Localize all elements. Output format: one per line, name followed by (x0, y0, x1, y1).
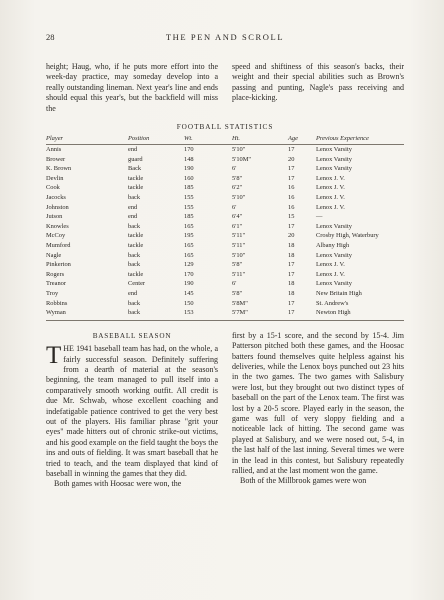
table-row (46, 241, 404, 251)
baseball-paragraph-4: Both of the Millbrook games were won (240, 476, 367, 486)
cell-weight: 150 (184, 299, 194, 307)
cell-height: 6'1" (232, 222, 243, 230)
cell-previous-experience: Lenox J. V. (316, 174, 345, 182)
cell-player: Johnston (46, 203, 69, 211)
cell-weight: 190 (184, 280, 194, 288)
column-header-position: Position (128, 135, 184, 145)
cell-weight: 153 (184, 309, 194, 317)
baseball-paragraph-1 (46, 344, 218, 479)
cell-position: Center (128, 280, 146, 288)
cell-height: 5'10M" (232, 155, 252, 163)
cell-weight: 155 (184, 203, 194, 211)
cell-height: 6' (232, 203, 237, 211)
cell-weight: 160 (184, 174, 194, 182)
cell-age: 17 (288, 261, 295, 269)
cell-height: 6'4" (232, 213, 243, 221)
cell-previous-experience: Lenox Varsity (316, 222, 352, 230)
cell-height: 5'11" (232, 241, 246, 249)
football-statistics-title: FOOTBALL STATISTICS (176, 123, 274, 132)
cell-player: Mumford (46, 241, 71, 249)
cell-age: 16 (288, 203, 295, 211)
table-row (46, 174, 404, 184)
cell-position: back (128, 261, 141, 269)
cell-age: 20 (288, 155, 295, 163)
cell-player: Robbins (46, 299, 68, 307)
table-row (46, 193, 404, 203)
cell-position: tackle (128, 241, 144, 249)
cell-previous-experience: Newton High (316, 309, 351, 317)
cell-age: 16 (288, 184, 295, 192)
cell-age: 18 (288, 241, 295, 249)
cell-weight: 155 (184, 194, 194, 201)
cell-age: 18 (288, 280, 295, 288)
column-header-height: Ht. (232, 135, 288, 145)
cell-position: end (128, 146, 138, 154)
cell-player: Pinkerton (46, 261, 71, 269)
cell-previous-experience: Crosby High, Waterbury (316, 232, 379, 240)
table-row (46, 212, 404, 222)
baseball-season-title: BASEBALL SEASON (92, 331, 172, 340)
cell-weight: 185 (184, 184, 194, 192)
cell-weight: 195 (184, 232, 194, 240)
cell-height: 6'2" (232, 184, 243, 192)
cell-previous-experience: Lenox J. V. (316, 184, 345, 192)
cell-position: end (128, 213, 138, 221)
football-statistics-table (46, 135, 404, 318)
table-row (46, 203, 404, 213)
cell-player: K. Brown (46, 165, 72, 173)
cell-position: back (128, 309, 141, 317)
cell-position: back (128, 251, 141, 259)
cell-position: guard (128, 155, 143, 163)
cell-age: 20 (288, 232, 295, 240)
table-row (46, 155, 404, 165)
cell-previous-experience: Lenox J. V. (316, 194, 345, 201)
intro-columns (46, 62, 404, 114)
table-row (46, 270, 404, 280)
cell-previous-experience: Lenox J. V. (316, 270, 345, 278)
cell-position: back (128, 194, 141, 201)
cell-position: tackle (128, 232, 144, 240)
cell-age: 17 (288, 174, 295, 182)
cell-height: 5'10" (232, 146, 246, 154)
table-row (46, 145, 404, 155)
cell-height: 6' (232, 165, 237, 173)
cell-age: 16 (288, 194, 295, 201)
cell-age: 17 (288, 222, 295, 230)
cell-age: 15 (288, 213, 295, 221)
cell-height: 5'11" (232, 232, 246, 240)
cell-previous-experience: Lenox Varsity (316, 146, 352, 154)
cell-player: Rogers (46, 270, 65, 278)
cell-player: Knowles (46, 222, 69, 230)
cell-weight: 145 (184, 289, 194, 297)
cell-player: Brower (46, 155, 66, 163)
table-row (46, 260, 404, 270)
page-header (46, 32, 404, 48)
cell-age: 17 (288, 309, 295, 317)
baseball-columns (46, 331, 404, 490)
cell-position: tackle (128, 270, 144, 278)
cell-previous-experience: Lenox Varsity (316, 165, 352, 173)
baseball-left-column (46, 331, 218, 490)
column-header-previous-experience: Previous Experience (316, 135, 404, 145)
table-bottom-rule (46, 320, 404, 321)
cell-player: Treanor (46, 280, 66, 288)
page-number: 28 (46, 32, 55, 42)
cell-position: back (128, 299, 141, 307)
cell-position: end (128, 289, 138, 297)
cell-previous-experience: Lenox Varsity (316, 155, 352, 163)
table-body (46, 145, 404, 318)
cell-age: 17 (288, 270, 295, 278)
table-row (46, 279, 404, 289)
cell-player: Nagle (46, 251, 62, 259)
cell-previous-experience: — (316, 213, 323, 221)
cell-position: tackle (128, 184, 144, 192)
cell-player: Wyman (46, 309, 66, 317)
cell-weight: 165 (184, 241, 194, 249)
table-header-row (46, 135, 404, 145)
cell-player: McCoy (46, 232, 66, 240)
column-header-player: Player (46, 135, 128, 145)
cell-player: Cook (46, 184, 60, 192)
table-row (46, 299, 404, 309)
cell-height: 5'7M" (232, 309, 248, 317)
cell-weight: 165 (184, 222, 194, 230)
cell-player: Annis (46, 146, 62, 154)
cell-weight: 185 (184, 213, 194, 221)
cell-height: 5'8" (232, 174, 243, 182)
column-header-weight: Wt. (184, 135, 232, 145)
drop-cap: T (46, 342, 62, 370)
cell-player: Devlin (46, 174, 64, 182)
cell-previous-experience: Lenox J. V. (316, 203, 345, 211)
cell-weight: 129 (184, 261, 194, 269)
cell-weight: 190 (184, 165, 194, 173)
cell-previous-experience: Lenox Varsity (316, 280, 352, 288)
cell-height: 5'8M" (232, 299, 248, 307)
cell-height: 6' (232, 280, 237, 288)
cell-player: Jutson (46, 213, 63, 221)
cell-player: Jacocks (46, 194, 66, 201)
cell-position: Back (128, 165, 142, 173)
cell-previous-experience: Lenox Varsity (316, 251, 352, 259)
intro-left-column: height; Haug, who, if he puts more effort into the week-day practice, may someday develop into a really outstanding lineman. Next year's line and ends should equal this year's, but the backfield will miss the (46, 62, 218, 113)
cell-age: 18 (288, 251, 295, 259)
cell-height: 5'8" (232, 261, 243, 269)
cell-previous-experience: Lenox J. V. (316, 261, 345, 269)
running-title: THE PEN AND SCROLL (165, 32, 285, 42)
table-row (46, 222, 404, 232)
cell-position: back (128, 222, 141, 230)
baseball-paragraph-2: Both games with Hoosac were won, the (54, 479, 182, 489)
table-row (46, 289, 404, 299)
intro-right-column: speed and shiftiness of this season's backs, their weight and their special abilities such as Brown's passing and punting, Nagle's pass receiving and place-kicking. (232, 62, 404, 103)
cell-weight: 148 (184, 155, 194, 163)
baseball-right-column (232, 331, 404, 490)
cell-height: 5'11" (232, 270, 246, 278)
cell-position: tackle (128, 174, 144, 182)
cell-previous-experience: St. Andrew's (316, 299, 349, 307)
cell-previous-experience: New Britain High (316, 289, 362, 297)
baseball-paragraph-1-text: HE 1941 baseball team has had, on the whole, a fairly successful season. Definitely suffering from a dearth of material at the season's beginning, the team managed to pull itself into a comparatively smooth working outfit. All credit is due Mr. Schwab, whose excellent coaching and indefatigable patience contrived to get the very best out of the players. His familiar phrase "grit your eyes" made hitters out of chronic strike-out victims, and his good example on the field taught the boys the ins and outs of fielding. It was smart baseball that he tried to teach, and the team displayed that kind of baseball in winning the games that they did. (46, 344, 218, 478)
cell-height: 5'10" (232, 194, 246, 201)
cell-player: Troy (46, 289, 59, 297)
cell-weight: 170 (184, 146, 194, 154)
cell-age: 18 (288, 289, 295, 297)
cell-age: 17 (288, 146, 295, 154)
cell-height: 5'10" (232, 251, 246, 259)
cell-age: 17 (288, 165, 295, 173)
cell-weight: 170 (184, 270, 194, 278)
table-row (46, 164, 404, 174)
table-row (46, 308, 404, 318)
column-header-age: Age (288, 135, 316, 145)
table-row (46, 251, 404, 261)
table-row (46, 183, 404, 193)
baseball-paragraph-3: first by a 15-1 score, and the second by 15-4. Jim Patterson pitched both these games, and the Hoosac batters found themselves quite helpless against his deliveries, while the Lenox boys punched out 23 hits in the two games. The two games with Salisbury were lost, but they brought out two distinct types of baseball on the part of the Lenox team. The first was lost by a 20-5 score. Played early in the season, the game was full of very sloppy fielding and a noticeable lack of hitting. The second game was played at Salisbury, and we were nosed out, 5-4, in the last half of the last inning. Several times we were in the lead in this contest, but Salisbury repeatedly rallied, and at the last moment won the game. (232, 330, 404, 475)
table-row (46, 231, 404, 241)
cell-age: 17 (288, 299, 295, 307)
cell-previous-experience: Albany High (316, 241, 350, 249)
cell-weight: 165 (184, 251, 194, 259)
cell-position: end (128, 203, 138, 211)
cell-height: 5'8" (232, 289, 243, 297)
